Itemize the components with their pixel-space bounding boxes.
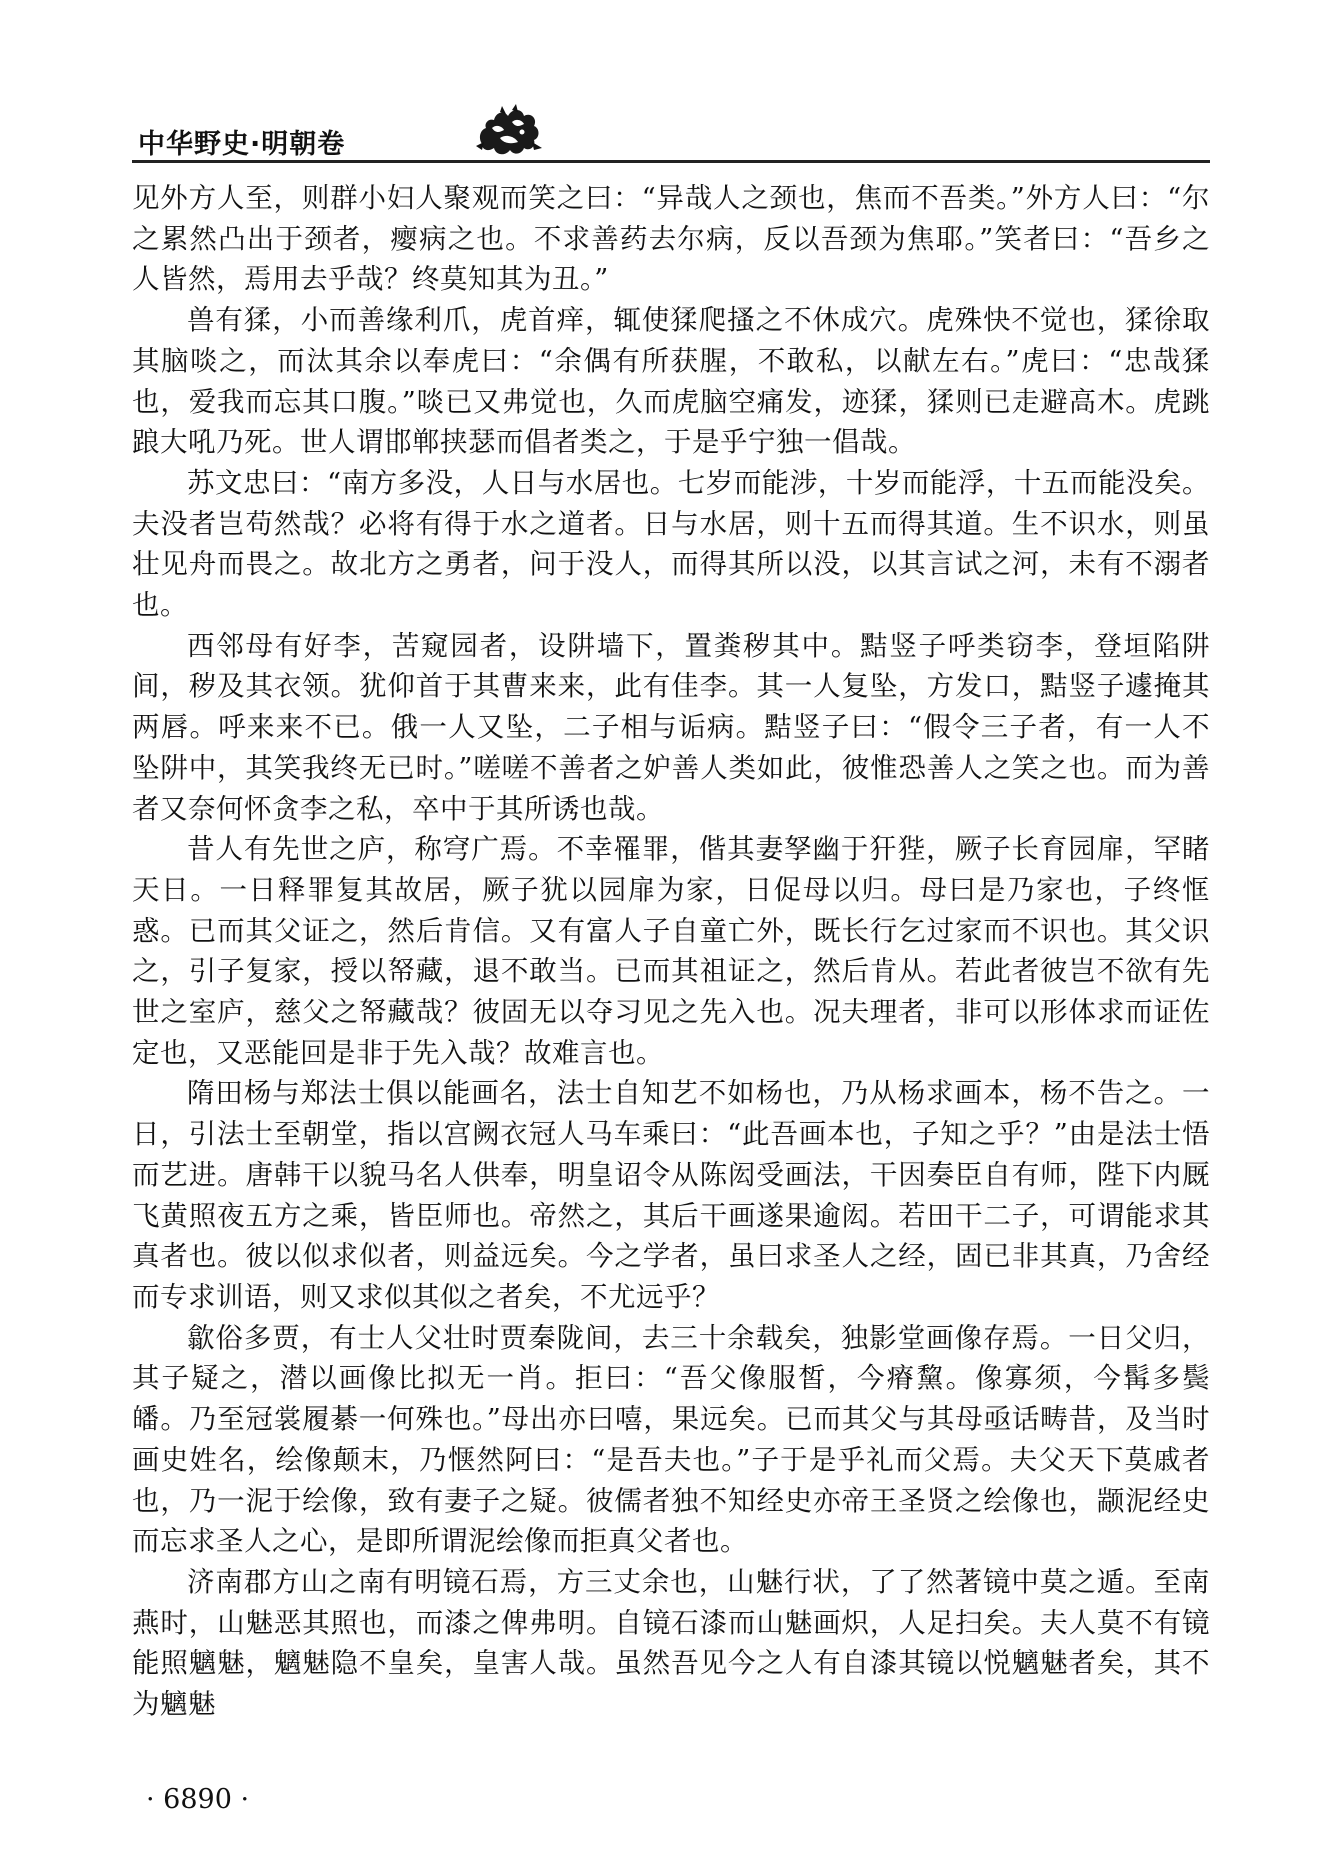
page-header xyxy=(132,108,1210,168)
page-body xyxy=(132,178,1210,1725)
page-number: · 6890 · xyxy=(146,1784,250,1815)
paragraph: 昔人有先世之庐，称穹广焉。不幸罹罪，偕其妻孥幽于犴狴，厥子长育园扉，罕睹天日。一日释罪复其故居，厥子犹以园扉为家，日促母以归。母曰是乃家也，子终恇惑。已而其父证之，然后肯信。又有富人子自童亡外，既长行乞过家而不识也。其父识之，引子复家，授以帑藏，退不敢当。已而其祖证之，然后肯从。若此者彼岂不欲有先世之室庐，慈父之帑藏哉？彼固无以夺习见之先入也。况夫理者，非可以形体求而证佐定也，又恶能回是非于先入哉？故难言也。 xyxy=(132,833,1210,1069)
paragraph: 兽有猱，小而善缘利爪，虎首痒，辄使猱爬搔之不休成穴。虎殊快不觉也，猱徐取其脑啖之，而汰其余以奉虎曰：“余偶有所获腥，不敢私，以献左右。”虎曰：“忠哉猱也，爱我而忘其口腹。”啖已又弗觉也，久而虎脑空痛发，迹猱，猱则已走避高木。虎跳踉大吼乃死。世人谓邯郸挟瑟而倡者类之，于是乎宁独一倡哉。 xyxy=(132,304,1210,459)
book-title: 中华野史·明朝卷 xyxy=(138,129,346,160)
paragraph: 歙俗多贾，有士人父壮时贾秦陇间，去三十余载矣，独影堂画像存焉。一日父归，其子疑之，潜以画像比拟无一肖。拒曰：“吾父像服皙，今瘠黧。像寡须，今髯多鬓皤。乃至冠裳履綦一何殊也。”母出亦曰嘻，果远矣。已而其父与其母亟话畴昔，及当时画史姓名，绘像颠末，乃惬然阿曰：“是吾夫也。”子于是乎礼而父焉。夫父天下莫戚者也，乃一泥于绘像，致有妻子之疑。彼儒者独不知经史亦帝王圣贤之绘像也，颛泥经史而忘求圣人之心，是即所谓泥绘像而拒真父者也。 xyxy=(132,1321,1210,1558)
paragraph: 苏文忠曰：“南方多没，人日与水居也。七岁而能涉，十岁而能浮，十五而能没矣。夫没者岂苟然哉？必将有得于水之道者。日与水居，则十五而得其道。生不识水，则虽壮见舟而畏之。故北方之勇者，问于没人，而得其所以没，以其言试之河，未有不溺者也。 xyxy=(132,466,1210,622)
header-divider xyxy=(132,160,1210,163)
paragraph: 见外方人至，则群小妇人聚观而笑之曰：“异哉人之颈也，焦而不吾类。”外方人曰：“尔之累然凸出于颈者，瘿病之也。不求善药去尔病，反以吾颈为焦耶。”笑者曰：“吾乡之人皆然，焉用去乎哉？终莫知其为丑。” xyxy=(132,182,1210,296)
paragraph: 济南郡方山之南有明镜石焉，方三丈余也，山魅行状，了了然著镜中莫之遁。至南燕时，山魅恶其照也，而漆之俾弗明。自镜石漆而山魅画炽，人足扫矣。夫人莫不有镜能照魑魅，魑魅隐不皇矣，皇害人哉。虽然吾见今之人有自漆其镜以悦魑魅者矣，其不为魑魅 xyxy=(132,1565,1210,1721)
paragraph: 隋田杨与郑法士俱以能画名，法士自知艺不如杨也，乃从杨求画本，杨不告之。一日，引法士至朝堂，指以宫阙衣冠人马车乘曰：“此吾画本也，子知之乎？”由是法士悟而艺进。唐韩干以貌马名人供奉，明皇诏令从陈闳受画法，干因奏臣自有师，陛下内厩飞黄照夜五方之乘，皆臣师也。帝然之，其后干画遂果逾闳。若田干二子，可谓能求其真者也。彼以似求似者，则益远矣。今之学者，虽曰求圣人之经，固已非其真，乃舍经而专求训语，则又求似其似之者矣，不尤远乎？ xyxy=(132,1077,1210,1313)
paragraph: 西邻母有好李，苦窥园者，设阱墙下，置粪秽其中。黠竖子呼类窃李，登垣陷阱间，秽及其衣领。犹仰首于其曹来来，此有佳李。其一人复坠，方发口，黠竖子遽掩其两唇。呼来来不已。俄一人又坠，二子相与诟病。黠竖子曰：“假令三子者，有一人不坠阱中，其笑我终无已时。”嗟嗟不善者之妒善人类如此，彼惟恐善人之笑之也。而为善者又奈何怀贪李之私，卒中于其所诱也哉。 xyxy=(132,629,1210,825)
dragon-emblem-icon xyxy=(472,98,544,162)
